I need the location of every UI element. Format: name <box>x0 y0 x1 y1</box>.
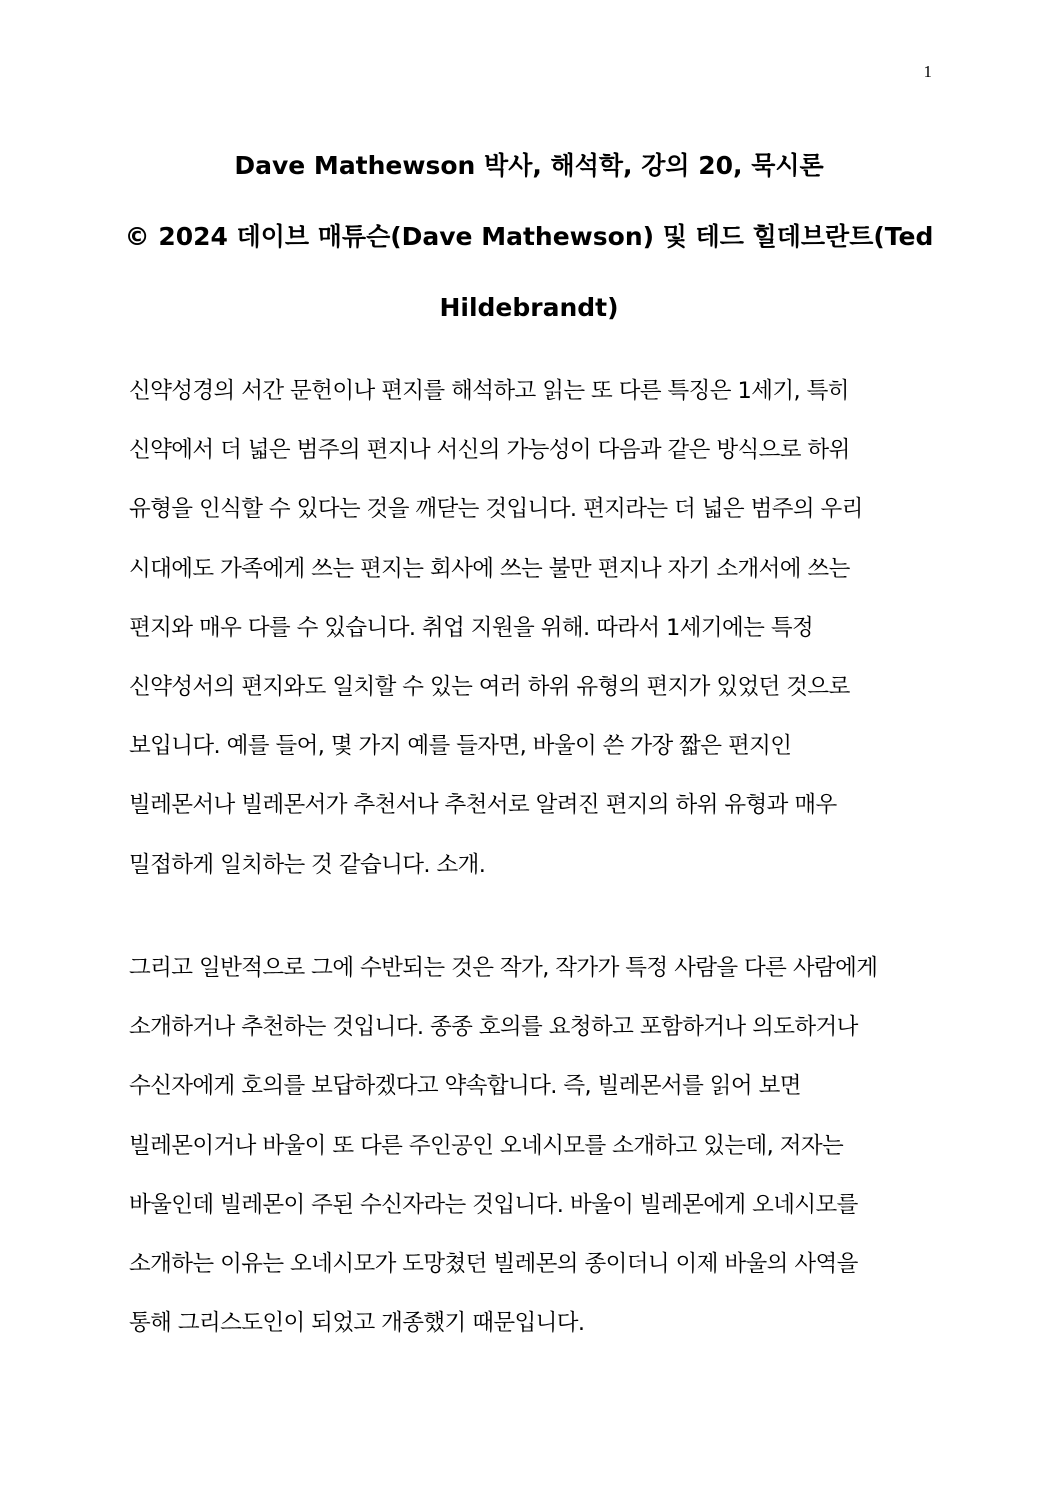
document-title <box>120 130 938 343</box>
text-line: 유형을 인식할 수 있다는 것을 깨닫는 것입니다. 편지라는 더 넓은 범주의 우리 <box>129 496 863 523</box>
text-line: 빌레몬이거나 바울이 또 다른 주인공인 오네시모를 소개하고 있는데, 저자는 <box>129 1132 844 1159</box>
text-line: 밀접하게 일치하는 것 같습니다. 소개. <box>129 851 486 878</box>
paragraph-2 <box>129 939 934 1353</box>
page-number: 1 <box>923 62 932 81</box>
text-line: 보입니다. 예를 들어, 몇 가지 예를 들자면, 바울이 쓴 가장 짧은 편지인 <box>129 733 792 760</box>
text-line: 바울인데 빌레몬이 주된 수신자라는 것입니다. 바울이 빌레몬에게 오네시모를 <box>129 1191 858 1218</box>
text-line: 빌레몬서나 빌레몬서가 추천서나 추천서로 알려진 편지의 하위 유형과 매우 <box>129 792 837 819</box>
text-line: 신약성서의 편지와도 일치할 수 있는 여러 하위 유형의 편지가 있었던 것으로 <box>129 674 850 701</box>
text-line: 소개하거나 추천하는 것입니다. 종종 호의를 요청하고 포함하거나 의도하거나 <box>129 1014 858 1041</box>
text-line: 소개하는 이유는 오네시모가 도망쳤던 빌레몬의 종이더니 이제 바울의 사역을 <box>129 1251 858 1278</box>
text-line: 통해 그리스도인이 되었고 개종했기 때문입니다. <box>129 1310 585 1337</box>
paragraph-1 <box>129 362 934 895</box>
text-line: 수신자에게 호의를 보답하겠다고 약속합니다. 즉, 빌레몬서를 읽어 보면 <box>129 1073 801 1100</box>
title-line: Dave Mathewson 박사, 해석학, 강의 20, 묵시론 <box>234 151 824 180</box>
text-line: 시대에도 가족에게 쓰는 편지는 회사에 쓰는 불만 편지나 자기 소개서에 쓰는 <box>129 555 850 582</box>
text-line: 편지와 매우 다를 수 있습니다. 취업 지원을 위해. 따라서 1세기에는 특정 <box>129 614 814 641</box>
copyright-line-continued: Hildebrandt) <box>439 293 619 322</box>
text-line: 신약에서 더 넓은 범주의 편지나 서신의 가능성이 다음과 같은 방식으로 하위 <box>129 437 850 464</box>
copyright-line: © 2024 데이브 매튜슨(Dave Mathewson) 및 테드 힐데브란트(Ted <box>124 222 934 251</box>
text-line: 신약성경의 서간 문헌이나 편지를 해석하고 읽는 또 다른 특징은 1세기, 특히 <box>129 378 849 404</box>
text-line: 그리고 일반적으로 그에 수반되는 것은 작가, 작가가 특정 사람을 다른 사람에게 <box>129 955 878 981</box>
